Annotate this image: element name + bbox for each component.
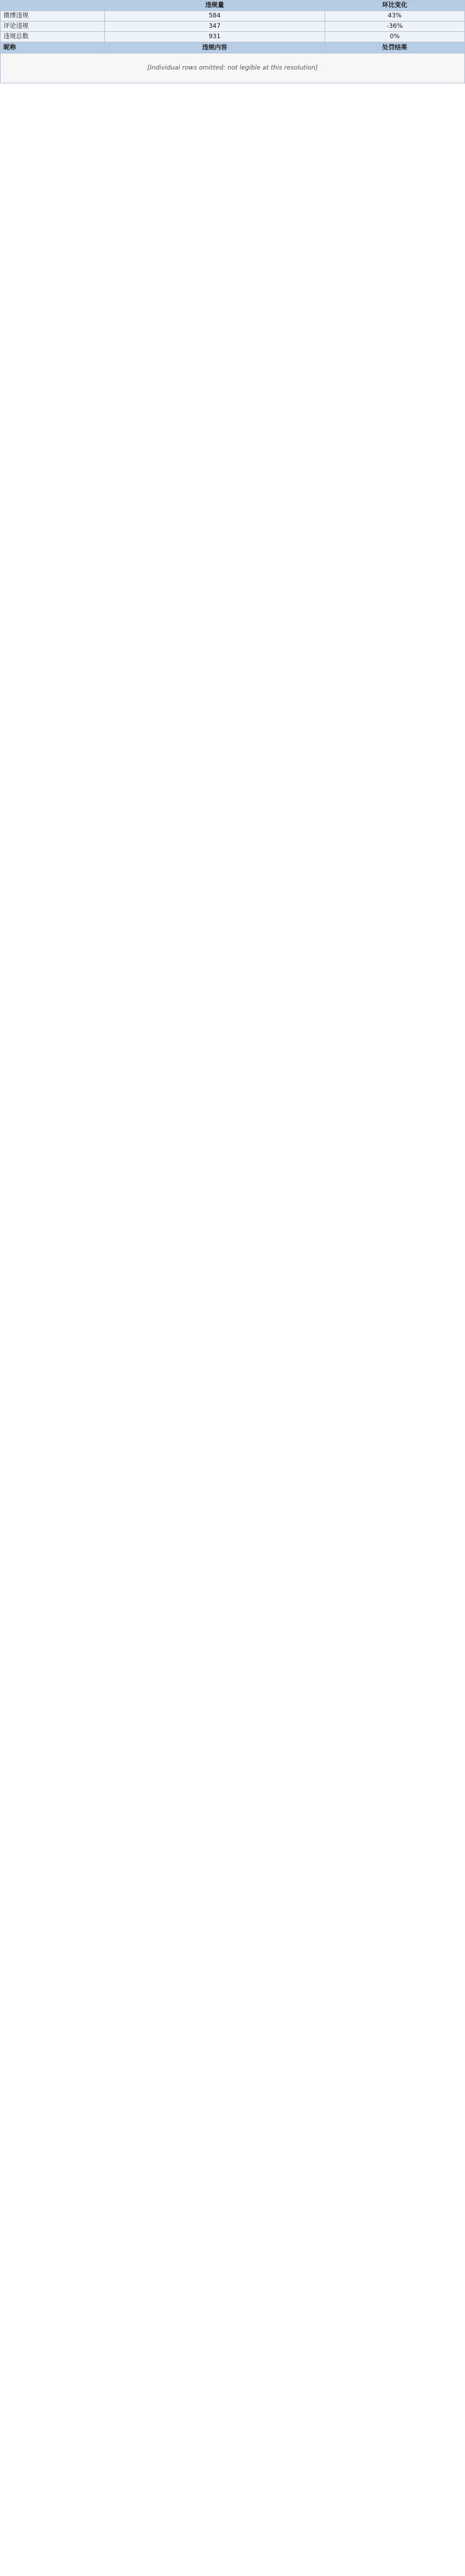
summary-count: 584 bbox=[104, 11, 325, 22]
summary-row-weibo bbox=[1, 11, 465, 22]
summary-row-comment bbox=[1, 22, 465, 32]
summary-count: 347 bbox=[104, 22, 325, 32]
summary-row-total bbox=[1, 32, 465, 42]
summary-label: 微博违规 bbox=[1, 11, 105, 22]
summary-header-count: 违规量 bbox=[104, 1, 325, 11]
summary-header-change: 环比变化 bbox=[325, 1, 464, 11]
summary-label: 违规总数 bbox=[1, 32, 105, 42]
summary-change: -36% bbox=[325, 22, 464, 32]
detail-header-nickname: 昵称 bbox=[1, 43, 105, 54]
summary-header-row bbox=[1, 1, 465, 11]
detail-header-content: 违规内容 bbox=[104, 43, 325, 54]
summary-change: 43% bbox=[325, 11, 464, 22]
detail-header-result: 处罚结果 bbox=[325, 43, 464, 54]
omitted-rows-placeholder: [Individual rows omitted: not legible at this resolution] bbox=[1, 54, 465, 83]
summary-table bbox=[0, 0, 465, 42]
detail-header-row bbox=[1, 43, 465, 54]
summary-change: 0% bbox=[325, 32, 464, 42]
detail-table bbox=[0, 42, 465, 83]
summary-count: 931 bbox=[104, 32, 325, 42]
summary-label: 评论违规 bbox=[1, 22, 105, 32]
ban-report-sheet bbox=[0, 0, 465, 83]
summary-header-blank bbox=[1, 1, 105, 11]
